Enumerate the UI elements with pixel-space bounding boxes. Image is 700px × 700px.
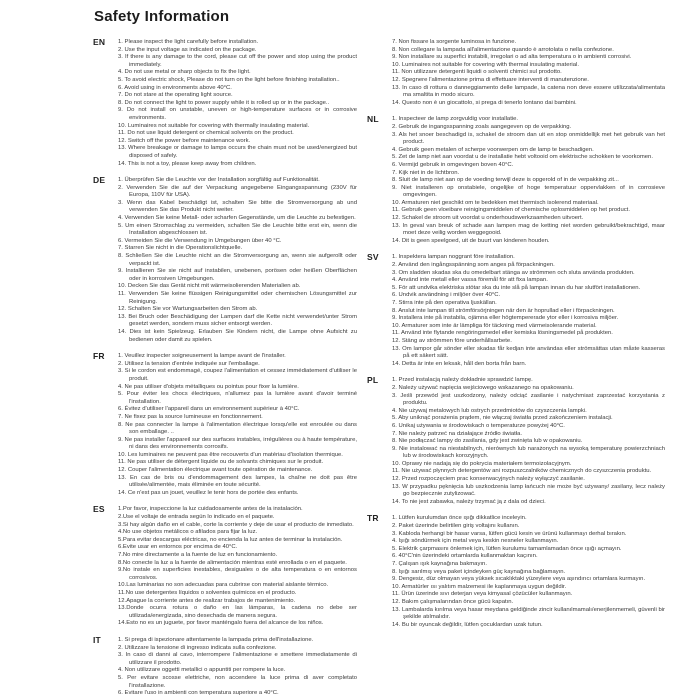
instruction-item: 4. Använd inte metall eller vassa föremål för att fixa lampan. xyxy=(392,277,548,284)
instruction-item: 7. Kijk niet in de lichtbron. xyxy=(392,169,460,176)
instruction-item: 8. Non collegare la lampada all'alimentazione quando è arrotolata o nella confezione. xyxy=(392,46,614,53)
instruction-list xyxy=(392,515,665,629)
instruction-item: 9. Nie instalować na niestabilnych, nierównych lub narażonych na wysoką temperaturę powierzchniach lub w środowiskach korozyjnych. xyxy=(392,445,665,460)
instruction-item: 5. Aby uniknąć porażenia prądem, nie włączaj światła przed zakończeniem instalacji. xyxy=(392,415,613,422)
instruction-item: 14. Dit is geen speelgoed, uit de buurt van kinderen houden. xyxy=(392,237,550,244)
column-1 xyxy=(93,39,357,700)
instruction-item: 2. Należy używać napięcia wejściowego wskazanego na opakowaniu. xyxy=(392,384,574,391)
instruction-item: 13. Om lampor går sönder eller skadas får kedjan inte användas eller strömsättas utan måste kasseras på ett säkert sätt. xyxy=(392,345,665,360)
instruction-item: 4. Do not use metal or sharp objects to fix the light. xyxy=(118,69,251,76)
language-code-label: ES xyxy=(93,504,105,515)
instruction-item: 2. Använd den ingångsspänning som anges på förpackningen. xyxy=(392,262,555,269)
instruction-item: 7. Non fissare la sorgente luminosa in funzione. xyxy=(392,39,517,45)
instruction-item: 12. Przed rozpoczęciem prac konserwacyjnych należy wyłączyć zasilanie. xyxy=(392,476,585,483)
instruction-item: 3. Wenn das Kabel beschädigt ist, schalten Sie bitte die Stromversorgung ab und verwenden Sie das Produkt nicht weiter. xyxy=(118,199,357,214)
language-code-label: TR xyxy=(367,513,379,524)
instruction-item: 12. Schalten Sie vor Wartungsarbeiten den Strom ab. xyxy=(118,306,258,313)
instruction-item: 9. Non installare su superfici instabili, irregolari o ad alta temperatura o in ambienti corrosivi. xyxy=(392,54,632,61)
instruction-item: 3. Als het snoer beschadigd is, schakel de stroom dan uit en stop onmiddellijk met het gebruik van het product. xyxy=(392,131,665,146)
instruction-item: 13. En cas de bris ou d'endommagement des lampes, la chaîne ne doit pas être utilisée/alimentée, mais éliminée en toute sécurité. xyxy=(118,474,357,489)
instruction-item: 7. Starren Sie nicht in die Operationslichtquelle. xyxy=(118,245,243,252)
section-sv xyxy=(367,254,665,368)
instruction-item: 2. Verwenden Sie die auf der Verpackung angegebene Eingangsspannung (230V für Europa, 110V für USA). xyxy=(118,184,357,199)
instruction-item: 12. Schakel de stroom uit voordat u onderhoudswerkzaamheden uitvoert. xyxy=(392,215,584,222)
instruction-item: 6. Avoid using in environments above 40°C. xyxy=(118,84,232,91)
instruction-item: 12. Switch off the power before maintenance work. xyxy=(118,137,251,144)
instruction-item: 4. Non utilizzare oggetti metallici o appuntiti per rompere la luce. xyxy=(118,667,286,674)
instruction-list xyxy=(118,637,357,698)
instruction-item: 7. Stirra inte på den operativa ljuskällan. xyxy=(392,300,497,306)
columns xyxy=(93,39,665,700)
instruction-item: 1. Please inspect the light carefully before installation. xyxy=(118,39,259,45)
instruction-list xyxy=(392,39,665,107)
instruction-list xyxy=(118,506,357,628)
instruction-item: 13.Donde ocurra rotura o daño en las lámparas, la cadena no debe ser utilizada/energizada, sino desechada de manera segura. xyxy=(118,605,357,619)
instruction-item: 4. Ne pas utiliser d'objets métalliques ou pointus pour fixer la lumière. xyxy=(118,383,299,390)
instruction-item: 13. In geval van breuk of schade aan lampen mag de ketting niet worden gebruikt/bekrachtigd, maar moet deze veilig worden weggegooid. xyxy=(392,222,665,237)
instruction-item: 5. Um einen Stromschlag zu vermeiden, schalten Sie die Leuchte bitte erst ein, wenn die Installation abgeschlossen ist. xyxy=(118,222,357,237)
instruction-list xyxy=(392,116,665,245)
instruction-item: 10. Armaturer som inte är lämpliga för täckning med värmeisolerande material. xyxy=(392,322,597,329)
instruction-item: 13. Bei Bruch oder Beschädigung der Lampen darf die Kette nicht verwendet/unter Strom gesetzt werden, sondern muss sicher entsorgt werden. xyxy=(118,313,357,328)
instruction-item: 9. Dengesiz, düz olmayan veya yüksek sıcaklıktaki yüzeylere veya aşındırıcı ortamlara kurmayın. xyxy=(392,576,646,583)
section-nl xyxy=(367,116,665,245)
language-code-label xyxy=(367,39,392,107)
instruction-item: 7. Nie należy patrzeć na działające źródło światła. xyxy=(392,430,522,437)
instruction-item: 6. 40°C'nin üzerindeki ortamlarda kullanmaktan kaçının. xyxy=(392,553,538,560)
instruction-item: 11. Verwenden Sie keine flüssigen Reinigungsmittel oder chemischen Lösungsmittel zur Reinigung. xyxy=(118,291,357,305)
instruction-item: 10. Decken Sie das Gerät nicht mit wärmeisolierenden Materialien ab. xyxy=(118,283,301,290)
instruction-item: 11. Gebruik geen vloeibare reinigingsmiddelen of chemische oplosmiddelen op het product. xyxy=(392,207,630,214)
instruction-item: 14. To nie jest zabawka, należy trzymać ją z dala od dzieci. xyxy=(392,498,546,505)
instruction-item: 3. Kabloda herhangi bir hasar varsa, lütfen gücü kesin ve ürünü kullanmayı derhal bırakın. xyxy=(392,530,627,537)
instruction-item: 1. Lütfen kurulumdan önce ışığı dikkatlice inceleyin. xyxy=(392,515,527,522)
instruction-item: 13. W przypadku pęknięcia lub uszkodzenia lamp łańcuch nie może być używany/ zasilany, lecz należy go bezpiecznie zutylizować. xyxy=(392,483,665,498)
instruction-item: 10. Armaturen niet geschikt om te bedekken met thermisch isolerend materiaal. xyxy=(392,199,599,206)
instruction-item: 10. Oprawy nie nadają się do pokrycia materiałem termoizolacyjnym. xyxy=(392,460,572,467)
instruction-item: 9. Installieren Sie sie nicht auf instabilen, unebenen, porösen oder heißen Oberflächen oder in korrosiven Umgebungen. xyxy=(118,268,357,282)
instruction-item: 5. För att undvika elektriska stötar ska du inte slå på lampan innan du har slutfört installationen. xyxy=(392,284,641,291)
instruction-item: 9. Niet installeren op onstabiele, ongelijke of hoge temperatuur oppervlakken of in corrosieve omgevingen. xyxy=(392,184,665,199)
instruction-item: 6. Undvik användning i miljöer över 40°C. xyxy=(392,292,501,299)
instruction-item: 2. Paket üzerinde belirtilen giriş voltajını kullanın. xyxy=(392,523,520,530)
instruction-item: 3. In caso di danni al cavo, interrompere l'alimentazione e smettere immediatamente di utilizzare il prodotto. xyxy=(118,652,357,666)
instruction-item: 5.Para evitar descargas eléctricas, no encienda la luz antes de terminar la instalación. xyxy=(118,536,343,543)
instruction-item: 6. Vermijd gebruik in omgevingen boven 40°C. xyxy=(392,161,514,168)
instruction-item: 13. Where breakage or damage to lamps occurs the chain must not be used/energized but disposed of safely. xyxy=(118,145,357,159)
instruction-item: 5. To avoid electric shock, Please do not turn on the light before finishing installation.. xyxy=(118,76,340,83)
instruction-item: 2.Use el voltaje de entrada según lo indicado en el paquete. xyxy=(118,514,275,521)
instruction-item: 1. Veuillez inspecter soigneusement la lampe avant de l'installer. xyxy=(118,353,286,360)
instruction-item: 11.No use detergentes líquidos o solventes químicos en el producto. xyxy=(118,589,297,596)
instruction-item: 11. Ne pas utiliser de détergent liquide ou de solvants chimiques sur le produit. xyxy=(118,459,324,466)
language-code-label: EN xyxy=(93,37,106,47)
instruction-item: 4. Verwenden Sie keine Metall- oder scharfen Gegenstände, um die Leuchte zu befestigen. xyxy=(118,215,356,222)
language-code-label: NL xyxy=(367,114,379,125)
instruction-item: 10. Armatürler ısı yalıtım malzemesi ile kaplanmaya uygun değildir. xyxy=(392,583,567,590)
instruction-item: 8. Ne pas connecter la lampe à l'alimentation électrique lorsqu'elle est enroulée ou dans son emballage. .. xyxy=(118,421,357,436)
instruction-item: 7. Do not stare at the operating light source. xyxy=(118,92,233,99)
instruction-item: 4. Gebruik geen metalen of scherpe voorwerpen om de lamp te beschadigen. xyxy=(392,146,594,153)
language-code-label: SV xyxy=(367,252,379,263)
language-code-label: PL xyxy=(367,375,379,386)
instruction-item: 3. Jeśli przewód jest uszkodzony, należy odciąć zasilanie i natychmiast zaprzestać korzystania z produktu. xyxy=(392,392,665,407)
instruction-item: 13. In caso di rottura o danneggiamento delle lampade, la catena non deve essere utilizzata/alimentata ma smaltita in modo sicuro. xyxy=(392,84,665,99)
instruction-item: 1.Por favor, inspeccione la luz cuidadosamente antes de la instalación. xyxy=(118,506,303,513)
instruction-item: 14.Esto no es un juguete, por favor manténgalo fuera del alcance de los niños. xyxy=(118,620,324,627)
instruction-item: 1. Inspecteer de lamp zorgvuldig voor installatie. xyxy=(392,116,519,123)
section-pl xyxy=(367,377,665,506)
language-code-label: FR xyxy=(93,351,105,362)
instruction-item: 12.Apague la corriente antes de realizar trabajos de mantenimiento. xyxy=(118,597,296,604)
instruction-item: 7. Ne fixez pas la source lumineuse en fonctionnement. xyxy=(118,413,263,420)
instruction-item: 5. Zet de lamp niet aan voordat u de installatie hebt voltooid om elektrische schokken te voorkomen. xyxy=(392,154,653,161)
instruction-item: 5. Elektrik çarpmasını önlemek için, lütfen kurulumu tamamlamadan önce ışığı açmayın. xyxy=(392,545,622,552)
instruction-item: 3. If there is any damage to the cord, please cut off the power and stop using the product immediately. xyxy=(118,54,357,68)
instruction-item: 14. Detta är inte en leksak, håll den borta från barn. xyxy=(392,360,527,367)
instruction-item: 11. Använd inte flytande rengöringsmedel eller kemiska lösningsmedel på produkten. xyxy=(392,330,613,337)
instruction-item: 8. Nie podłączać lampy do zasilania, gdy jest zwinięta lub w opakowaniu. xyxy=(392,438,583,445)
instruction-item: 4. Nie używaj metalowych lub ostrych przedmiotów do czyszczenia lampki. xyxy=(392,407,587,414)
instruction-item: 13. Lambalarda kırılma veya hasar meydana geldiğinde zincir kullanılmamalı/enerjilenmemeli, güvenli bir şekilde atılmalıdır. xyxy=(392,606,665,621)
instruction-item: 12. Bakım çalışmalarından önce gücü kapatın. xyxy=(392,598,514,605)
column-2 xyxy=(367,39,665,700)
instruction-list xyxy=(118,177,357,344)
instruction-item: 9.No instale en superficies inestables, desiguales o de alta temperatura o en entornos corrosivos. xyxy=(118,567,357,581)
instruction-item: 10. Les luminaires ne peuvent pas être recouverts d'un matériau d'isolation thermique. xyxy=(118,451,343,458)
section-it xyxy=(93,634,357,698)
instruction-item: 8. Schließen Sie die Leuchte nicht an die Stromversorgung an, wenn sie aufgerollt oder verpackt ist. xyxy=(118,253,357,267)
instruction-item: 3. Si le cordon est endommagé, coupez l'alimentation et cessez immédiatement d'utiliser le produit. xyxy=(118,368,357,382)
instruction-list xyxy=(118,353,357,497)
instruction-item: 14. Bu bir oyuncak değildir, lütfen çocuklardan uzak tutun. xyxy=(392,621,543,628)
language-code-label: DE xyxy=(93,175,106,186)
instruction-item: 6. Évitez d'utiliser l'appareil dans un environnement supérieur à 40°C. xyxy=(118,406,300,413)
section-en xyxy=(93,39,357,168)
instruction-item: 10. Luminaires not suitable for covering with thermally insulating material. xyxy=(118,122,310,129)
instruction-item: 8.No conecte la luz a la fuente de alimentación mientras esté enrollada o en el paquete. xyxy=(118,559,347,566)
section-fr xyxy=(93,353,357,497)
instruction-item: 11. Nie używać płynnych detergentów ani rozpuszczalników chemicznych do czyszczenia produktu. xyxy=(392,468,652,475)
section-it-continued xyxy=(367,39,665,107)
instruction-item: 1. Si prega di ispezionare attentamente la lampada prima dell'installazione. xyxy=(118,636,314,643)
instruction-item: 6.Evite usar en entornos por encima de 40°C. xyxy=(118,544,238,551)
instruction-item: 5. Per evitare scosse elettriche, non accendere la luce prima di aver completato l'installazione. xyxy=(118,674,357,689)
instruction-list xyxy=(392,254,665,368)
instruction-item: 2. Use the input voltage as indicated on the package. xyxy=(118,46,257,53)
instruction-item: 14. This is not a toy, please keep away from children. xyxy=(118,160,257,167)
instruction-item: 14. Questo non è un giocattolo, si prega di tenerlo lontano dai bambini. xyxy=(392,99,577,106)
instruction-item: 12. Spegnere l'alimentazione prima di effettuare interventi di manutenzione. xyxy=(392,76,589,83)
instruction-item: 6. Evitare l'uso in ambienti con temperatura superiore a 40°C. xyxy=(118,690,279,697)
instruction-item: 7.No mire directamente a la fuente de luz en funcionamiento. xyxy=(118,552,278,558)
instruction-item: 14. Ce n'est pas un jouet, veuillez le tenir hors de portée des enfants. xyxy=(118,489,299,496)
instruction-item: 10. Luminaires not suitable for covering with thermal insulating material. xyxy=(392,61,579,68)
instruction-item: 3. Om sladden skadas ska du omedelbart stänga av strömmen och sluta använda produkten. xyxy=(392,269,635,276)
instruction-item: 9. Do not install on unstable, uneven or high-temperature surfaces or in corrosive environments. xyxy=(118,107,357,121)
instruction-item: 12. Stäng av strömmen före underhållsarbete. xyxy=(392,337,512,344)
instruction-item: 11. Ürün üzerinde sıvı deterjan veya kimyasal çözücüler kullanmayın. xyxy=(392,591,573,598)
instruction-item: 1. Überprüfen Sie die Leuchte vor der Installation sorgfältig auf Funktionalität. xyxy=(118,177,320,184)
instruction-list xyxy=(392,377,665,506)
instruction-item: 2. Utilisez la tension d'entrée indiquée sur l'emballage. xyxy=(118,360,260,367)
section-de xyxy=(93,177,357,344)
instruction-item: 12. Couper l'alimentation électrique avant toute opération de maintenance. xyxy=(118,467,313,474)
instruction-item: 4. Işığı söndürmek için metal veya keskin nesneler kullanmayın. xyxy=(392,538,559,545)
instruction-item: 2. Gebruik de ingangsspanning zoals aangegeven op de verpakking. xyxy=(392,123,572,130)
language-code-label: IT xyxy=(93,634,101,645)
instruction-item: 4.No use objetos metálicos o afilados para fijar la luz. xyxy=(118,529,258,536)
instruction-item: 11. Non utilizzare detergenti liquidi o solventi chimici sul prodotto. xyxy=(392,69,562,76)
instruction-list xyxy=(118,39,357,168)
section-tr xyxy=(367,515,665,629)
instruction-item: 8. Işığı sarılmış veya paket içindeyken güç kaynağına bağlamayın. xyxy=(392,568,566,575)
instruction-item: 14. Dies ist kein Spielzeug. Erlauben Sie Kindern nicht, die Lampe ohne Aufsicht zu bedienen oder damit zu spielen. xyxy=(118,328,357,343)
instruction-item: 8. Do not connect the light to power supply while it is rolled up or in the package.. xyxy=(118,99,330,106)
instruction-item: 2. Utilizzare la tensione di ingresso indicata sulla confezione. xyxy=(118,644,277,651)
instruction-item: 1. Inspektera lampan noggrant före installation. xyxy=(392,254,515,261)
instruction-item: 1. Przed instalacją należy dokładnie sprawdzić lampę. xyxy=(392,377,533,384)
instruction-item: 5. Pour éviter les chocs électriques, n'allumez pas la lumière avant d'avoir terminé l'installation. xyxy=(118,391,357,405)
page-title: Safety Information xyxy=(94,8,230,25)
instruction-item: 3.Si hay algún daño en el cable, corte la corriente y deje de usar el producto de inmediato. xyxy=(118,521,354,528)
instruction-item: 9. Ne pas installer l'appareil sur des surfaces instables, irrégulières ou à haute température, ni dans des environnements corrosifs. xyxy=(118,436,357,451)
instruction-item: 9. Installera inte på instabila, ojämna eller högtempererade ytor eller i korrosiva miljöer. xyxy=(392,315,619,322)
instruction-item: 7. Çalışan ışık kaynağına bakmayın. xyxy=(392,561,487,567)
section-es xyxy=(93,506,357,628)
instruction-item: 6. Unikaj używania w środowiskach o temperaturze powyżej 40°C. xyxy=(392,422,565,429)
instruction-item: 8. Anslut inte lampan till strömförsörjningen när den är hoprullad eller i förpackningen. xyxy=(392,307,615,314)
instruction-item: 10.Las luminarias no son adecuadas para cubrirse con material aislante térmico. xyxy=(118,582,329,589)
instruction-item: 11. Do not use liquid detergent or chemical solvents on the product. xyxy=(118,130,294,137)
instruction-item: 6. Vermeiden Sie die Verwendung in Umgebungen über 40 °C. xyxy=(118,237,282,244)
instruction-item: 8. Sluit de lamp niet aan op de voeding terwijl deze is opgerold of in de verpakking zit... xyxy=(392,177,619,184)
